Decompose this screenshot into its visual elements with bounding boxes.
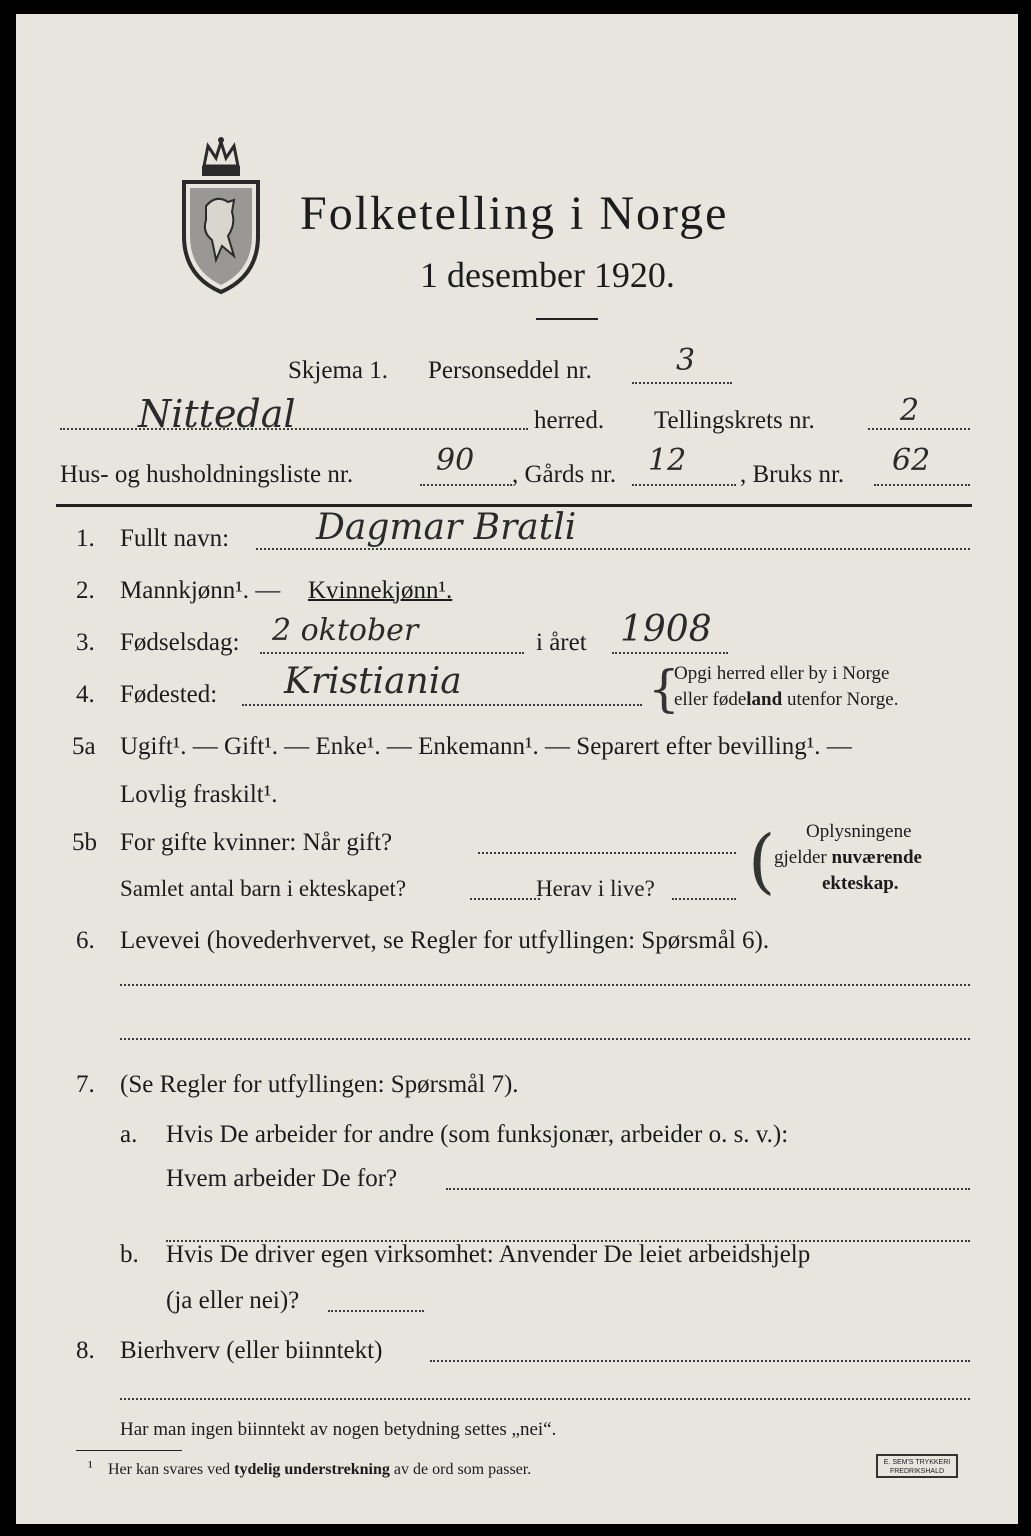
q4-birth-place: Kristiania: [284, 661, 462, 702]
q8-number: 8.: [76, 1337, 95, 1364]
husliste-number: 90: [436, 443, 475, 478]
q5b-note-line1: Oplysningene: [806, 821, 912, 842]
skjema-label: Skjema 1.: [288, 357, 388, 384]
q4-number: 4.: [76, 681, 95, 708]
q7a-employer-label: Hvem arbeider De for?: [166, 1165, 398, 1192]
q3-birth-year: 1908: [620, 609, 712, 650]
q5b-children-total: Samlet antal barn i ekteskapet?: [120, 876, 407, 901]
q7-label: (Se Regler for utfyllingen: Spørsmål 7).: [120, 1071, 519, 1098]
q6-label: Levevei (hovederhvervet, se Regler for utfyllingen: Spørsmål 6).: [120, 927, 770, 954]
personseddel-number: 3: [676, 343, 696, 378]
q1-full-name: Dagmar Bratli: [316, 507, 577, 548]
herred-label: herred.: [534, 407, 605, 434]
q5b-note-line3: ekteskap.: [822, 873, 899, 894]
husliste-label: Hus- og husholdningsliste nr.: [60, 461, 354, 488]
tellingskrets-label: Tellingskrets nr.: [654, 407, 815, 434]
bruks-label: , Bruks nr.: [740, 461, 845, 488]
gards-number: 12: [648, 443, 687, 478]
coat-of-arms-icon: [176, 136, 266, 296]
title-divider: [536, 318, 598, 320]
q2-male-option: Mannkjønn¹. —: [120, 577, 281, 604]
q5b-children-alive: Herav i live?: [536, 876, 655, 901]
q1-number: 1.: [76, 525, 95, 552]
q2-number: 2.: [76, 577, 95, 604]
q7b-letter: b.: [120, 1241, 139, 1268]
footnote-text: Her kan svares ved tydelig understrekning av de ord som passer.: [108, 1461, 532, 1478]
form-title: Folketelling i Norge: [300, 187, 729, 240]
q7a-question: Hvis De arbeider for andre (som funksjonær, arbeider o. s. v.):: [166, 1121, 789, 1148]
q1-label: Fullt navn:: [120, 525, 230, 552]
q2-female-option: Kvinnekjønn¹.: [308, 577, 453, 604]
census-form: Folketelling i Norge 1 desember 1920. Skjema 1. Personseddel nr. 3 Nittedal herred. Tellingskrets nr. 2 Hus- og husholdningsliste nr. 90 , Gårds nr. 12 , Bruks nr. 62 1. Fullt navn: Dagmar Bratli 2. Mannkjønn¹. — Kvinnekjønn¹. 3. Fødselsdag: 2 oktober i året 1908 4. Fødested: Kristiania { Opgi herred eller by i Norge eller fødeland utenfor Norge. 5a Ugift¹. — Gift¹. — Enke¹. — Enkemann¹. — Separert efter bevilling¹. — Lovlig fraskilt¹. 5b For gifte kvinner: Når gift? Samlet antal barn i ekteskapet? Herav i live? ( Oplysningene gjelder nuværende ekteskap. 6. Levevei (hovederhvervet, se Regler for utfyllingen: Spørsmål 6). 7. (Se Regler for utfyllingen: Spørsmål 7). a. Hvis De arbeider for andre (som funksjonær, arbeider o. s. v.): Hvem arbeider De for? b. Hvis De driver egen virksomhet: Anvender De leiet arbeidshjelp (ja eller nei)? 8. Bierhverv (eller biinntekt) Har man ingen biinntekt av nogen betydning settes „nei“. ¹ Her kan svares ved tydelig understrekning av de ord som passer. E. SEM'S TRYKKERI FREDRIKSHALD: [16, 14, 1018, 1524]
q4-note-line1: Opgi herred eller by i Norge: [674, 663, 890, 684]
q8-label: Bierhverv (eller biinntekt): [120, 1337, 383, 1364]
q3-year-label: i året: [536, 629, 587, 656]
q7b-question: Hvis De driver egen virksomhet: Anvender De leiet arbeidshjelp: [166, 1241, 811, 1268]
q5a-options: Ugift¹. — Gift¹. — Enke¹. — Enkemann¹. — Separert efter bevilling¹. —: [120, 733, 852, 760]
q5b-married-when: For gifte kvinner: Når gift?: [120, 829, 393, 856]
bruks-number: 62: [892, 443, 931, 478]
q7a-letter: a.: [120, 1121, 138, 1148]
tellingskrets-number: 2: [900, 393, 920, 428]
q5b-note-line2: gjelder nuværende: [774, 847, 922, 868]
q5b-number: 5b: [72, 829, 97, 856]
personseddel-label: Personseddel nr.: [428, 357, 592, 384]
census-date: 1 desember 1920.: [420, 255, 675, 295]
q7-number: 7.: [76, 1071, 95, 1098]
q4-label: Fødested:: [120, 681, 218, 708]
q3-birth-day: 2 oktober: [272, 613, 419, 648]
gards-label: , Gårds nr.: [512, 461, 617, 488]
herred-value: Nittedal: [138, 392, 296, 436]
footnote-divider: [76, 1450, 182, 1451]
q5a-options-cont: Lovlig fraskilt¹.: [120, 781, 278, 808]
q3-number: 3.: [76, 629, 95, 656]
q6-number: 6.: [76, 927, 95, 954]
q5a-number: 5a: [72, 733, 96, 760]
q3-label: Fødselsdag:: [120, 629, 240, 656]
printer-stamp: E. SEM'S TRYKKERI FREDRIKSHALD: [876, 1454, 958, 1478]
q4-note-line2: eller fødeland utenfor Norge.: [674, 689, 899, 710]
q7b-yes-no-label: (ja eller nei)?: [166, 1287, 300, 1314]
footnote-mark: ¹: [88, 1459, 93, 1476]
no-income-note: Har man ingen biinntekt av nogen betydning settes „nei“.: [120, 1419, 557, 1440]
